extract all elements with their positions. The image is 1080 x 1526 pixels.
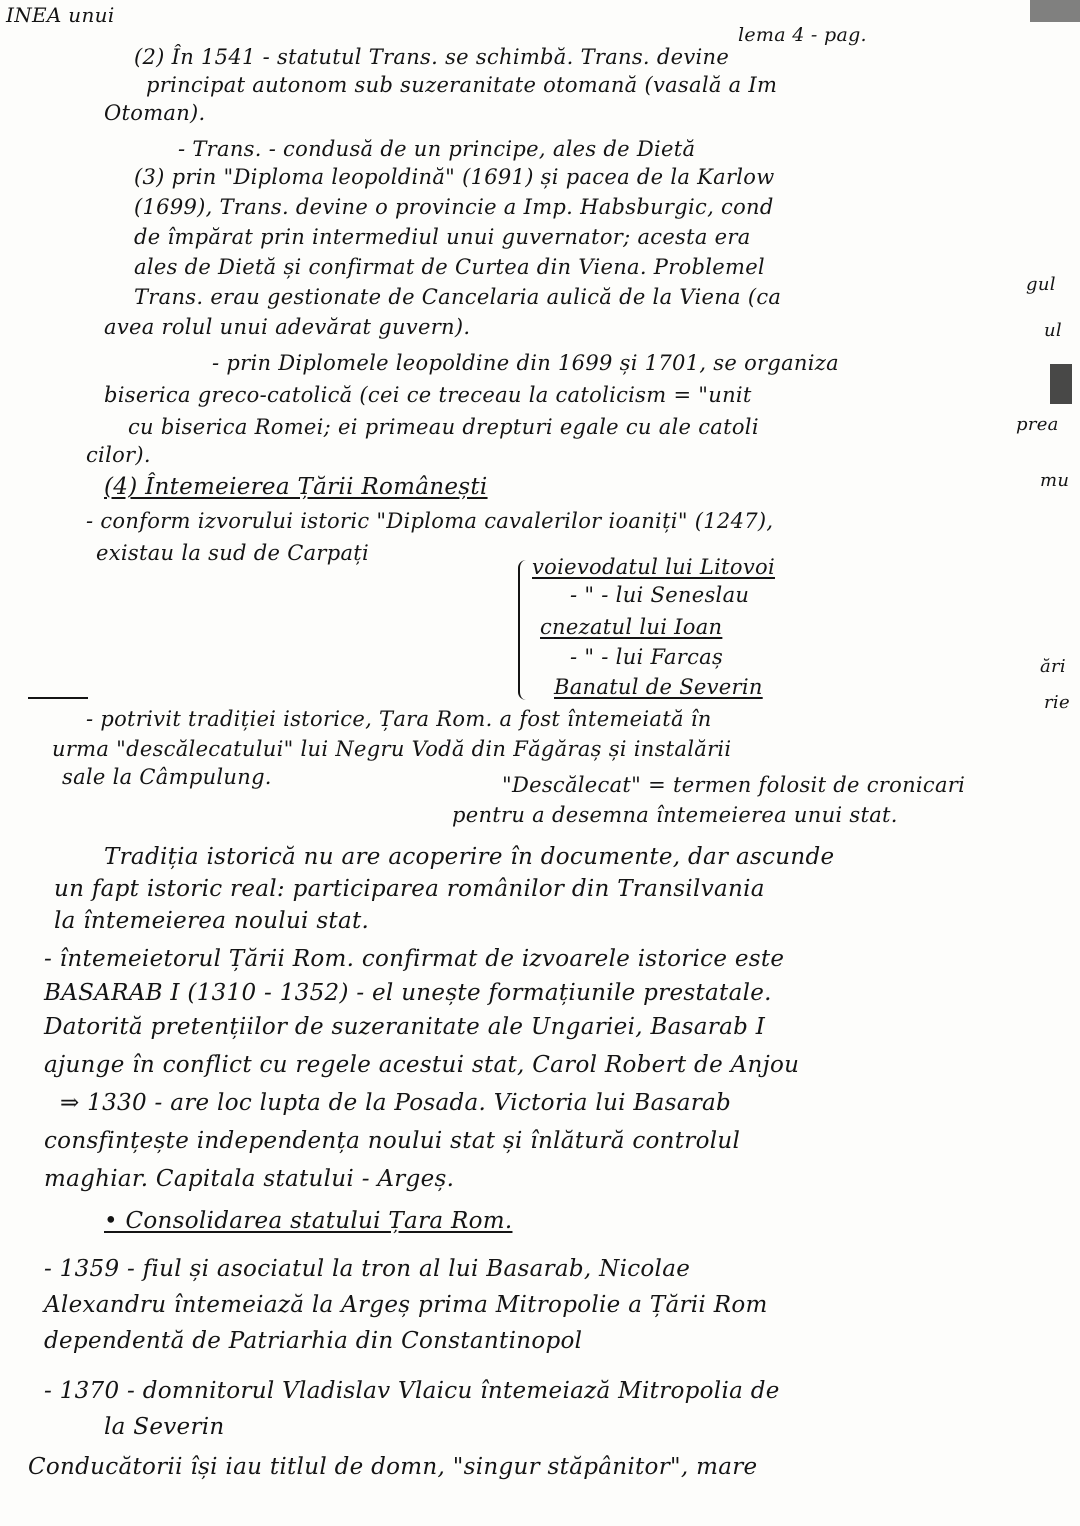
margin-note: rie xyxy=(1044,692,1070,713)
text-line: "Descălecat" = termen folosit de cronicari xyxy=(502,773,966,797)
text-line: dependentă de Patriarhia din Constantinopol xyxy=(44,1328,583,1354)
text-line: - întemeietorul Țării Rom. confirmat de izvoarele istorice este xyxy=(44,946,785,972)
text-line: la Severin xyxy=(104,1414,225,1440)
list-item: cnezatul lui Ioan xyxy=(540,615,723,639)
text-line: ⇒ 1330 - are loc lupta de la Posada. Victoria lui Basarab xyxy=(60,1090,732,1116)
text-line: sale la Câmpulung. xyxy=(62,765,272,789)
text-line: - 1370 - domnitorul Vladislav Vlaicu întemeiază Mitropolia de xyxy=(44,1378,780,1404)
divider xyxy=(28,697,88,699)
scan-mark xyxy=(1050,364,1072,404)
text-line: consfințește independența noului stat și înlătură controlul xyxy=(44,1128,741,1154)
header-right: lema 4 - pag. xyxy=(738,24,867,46)
text-line: - conform izvorului istoric "Diploma cavalerilor ioaniți" (1247), xyxy=(86,509,774,533)
text-line: principat autonom sub suzeranitate otomană (vasală a Im xyxy=(146,73,778,97)
text-line: (1699), Trans. devine o provincie a Imp. Habsburgic, cond xyxy=(134,195,774,219)
text-line: - potrivit tradiției istorice, Țara Rom. a fost întemeiată în xyxy=(86,707,712,731)
text-line: BASARAB I (1310 - 1352) - el unește formațiunile prestatale. xyxy=(44,980,772,1006)
list-item: - " - lui Seneslau xyxy=(570,583,750,607)
text-line: cu biserica Romei; ei primeau drepturi egale cu ale catoli xyxy=(128,415,759,439)
text-line: pentru a desemna întemeierea unui stat. xyxy=(452,803,898,827)
text-line: cilor). xyxy=(86,443,151,467)
brace xyxy=(518,560,530,700)
text-line: Trans. erau gestionate de Cancelaria aulică de la Viena (ca xyxy=(134,285,782,309)
list-item: voievodatul lui Litovoi xyxy=(532,555,775,579)
text-line: avea rolul unui adevărat guvern). xyxy=(104,315,471,339)
text-line: Alexandru întemeiază la Argeș prima Mitropolie a Țării Rom xyxy=(44,1292,768,1318)
text-line: - 1359 - fiul și asociatul la tron al lui Basarab, Nicolae xyxy=(44,1256,691,1282)
header-left: INEA unui xyxy=(6,3,115,27)
list-item: - " - lui Farcaș xyxy=(570,645,724,669)
text-line: Otoman). xyxy=(104,101,206,125)
text-line: existau la sud de Carpați xyxy=(96,541,370,565)
text-line: de împărat prin intermediul unui guvernator; acesta era xyxy=(134,225,751,249)
text-line: - prin Diplomele leopoldine din 1699 și 1701, se organiza xyxy=(212,351,839,375)
margin-note: ări xyxy=(1040,656,1066,677)
text-line: maghiar. Capitala statului - Argeș. xyxy=(44,1166,455,1192)
text-line: la întemeierea noului stat. xyxy=(54,908,370,934)
margin-note: prea xyxy=(1016,414,1059,435)
text-line: (2) În 1541 - statutul Trans. se schimbă. Trans. devine xyxy=(134,45,730,69)
text-line: biserica greco-catolică (cei ce treceau la catolicism = "unit xyxy=(104,383,752,407)
scan-mark xyxy=(1030,0,1080,22)
text-line: un fapt istoric real: participarea românilor din Transilvania xyxy=(54,876,765,902)
margin-note: mu xyxy=(1040,470,1070,491)
text-line: urma "descălecatului" lui Negru Vodă din Făgăraș și instalării xyxy=(52,737,732,761)
margin-note: ul xyxy=(1044,320,1062,341)
list-item: Banatul de Severin xyxy=(554,675,763,699)
text-line: (3) prin "Diploma leopoldină" (1691) și pacea de la Karlow xyxy=(134,165,775,189)
text-line: Tradiția istorică nu are acoperire în documente, dar ascunde xyxy=(104,844,835,870)
section-heading: (4) Întemeierea Țării Românești xyxy=(104,474,488,500)
text-line: Datorită pretențiilor de suzeranitate ale Ungariei, Basarab I xyxy=(44,1014,766,1040)
text-line: Conducătorii își iau titlul de domn, "singur stăpânitor", mare xyxy=(28,1454,758,1480)
text-line: ajunge în conflict cu regele acestui stat, Carol Robert de Anjou xyxy=(44,1052,800,1078)
margin-note: gul xyxy=(1026,274,1056,295)
text-line: - Trans. - condusă de un principe, ales de Dietă xyxy=(178,137,696,161)
section-heading: • Consolidarea statului Țara Rom. xyxy=(104,1208,513,1234)
text-line: ales de Dietă și confirmat de Curtea din Viena. Problemel xyxy=(134,255,765,279)
